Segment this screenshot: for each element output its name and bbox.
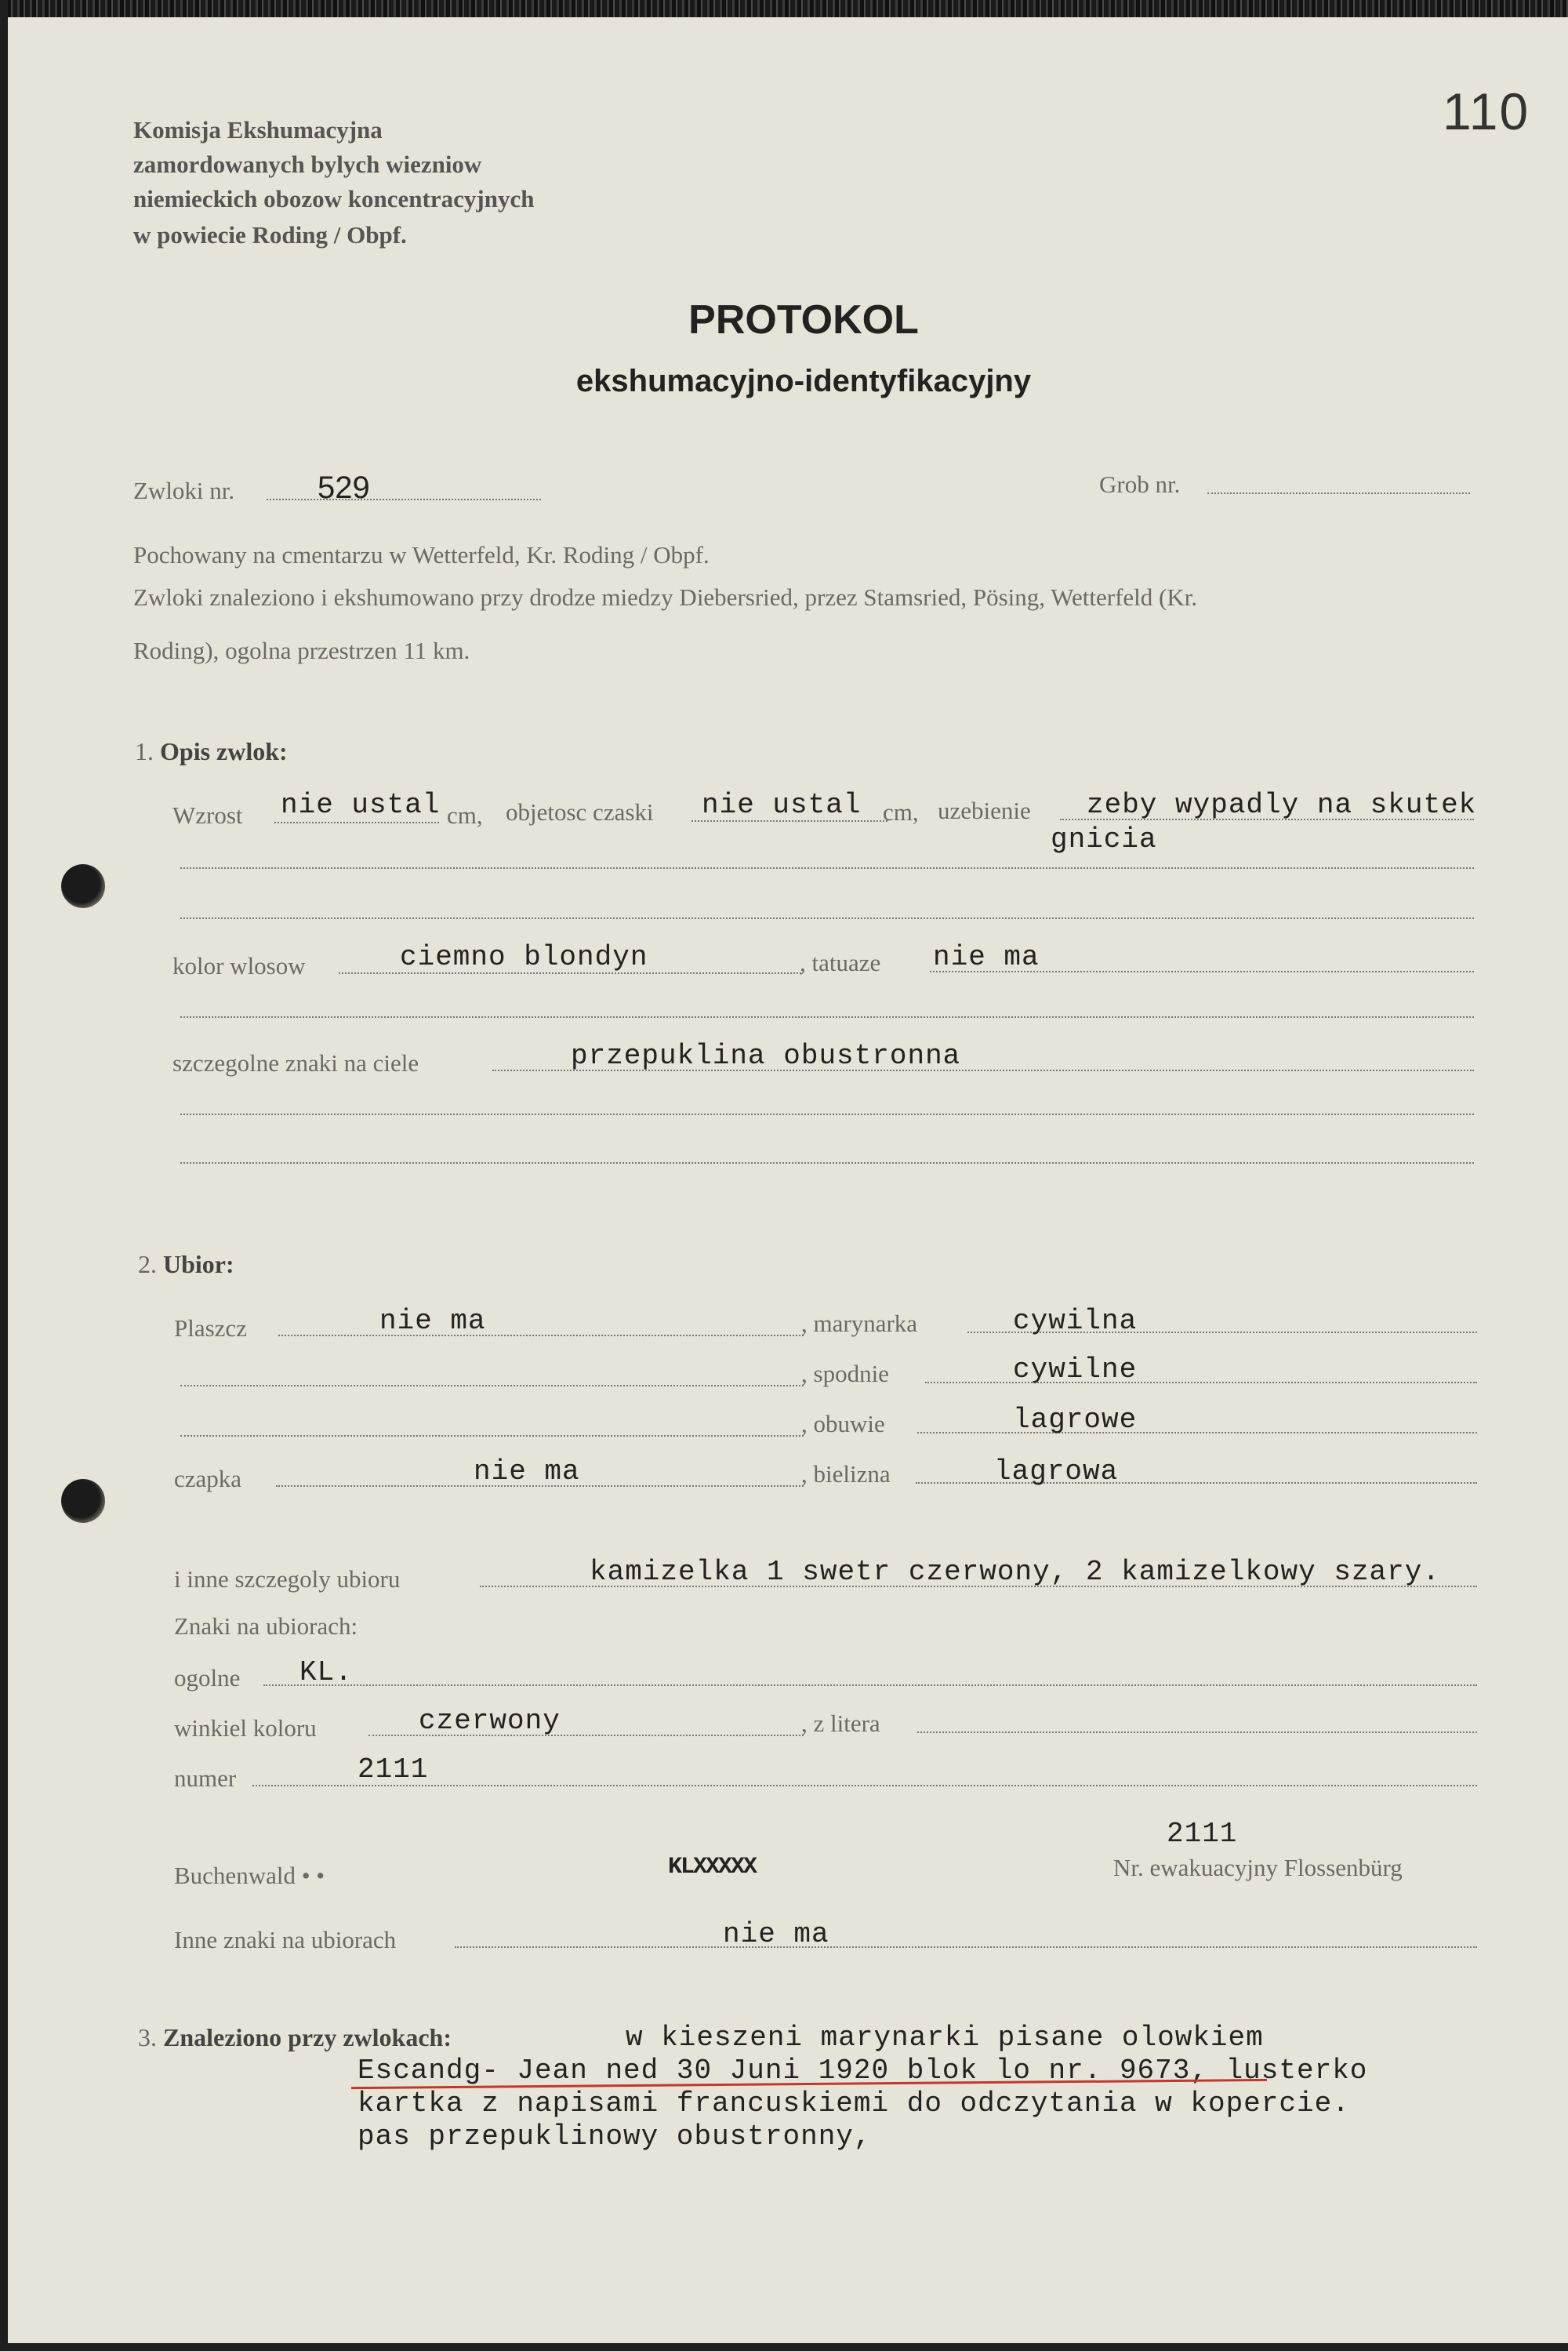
- dotted-line: [180, 867, 1474, 869]
- evacuation-number-value: 2111: [1167, 1818, 1238, 1850]
- buchenwald-label: Buchenwald • •: [174, 1862, 325, 1889]
- dotted-line: [263, 1684, 1477, 1686]
- dotted-line: [180, 1162, 1474, 1164]
- punch-hole-bottom: [61, 1479, 105, 1523]
- teeth-value-line-2: gnicia: [1051, 823, 1157, 856]
- section-3-title: Znaleziono przy zwlokach:: [163, 2023, 452, 2051]
- section-2-title: Ubior:: [163, 1250, 234, 1278]
- skull-label: objetosc czaski: [506, 798, 654, 826]
- underwear-value: lagrowa: [994, 1455, 1119, 1488]
- document-title: PROTOKOL: [688, 297, 919, 343]
- found-items-line-3: kartka z napisami francuskiemi do odczytania w kopercie.: [358, 2088, 1350, 2120]
- skull-unit: cm,: [883, 798, 919, 826]
- corpse-number-value: 529: [318, 471, 370, 505]
- other-marks-label: Inne znaki na ubiorach: [174, 1926, 397, 1953]
- height-value: nie ustal: [281, 789, 441, 821]
- dotted-line: [274, 822, 439, 823]
- underwear-label: , bielizna: [801, 1460, 891, 1488]
- dotted-line: [1207, 492, 1470, 494]
- winkel-color-value: czerwony: [419, 1705, 561, 1737]
- evacuation-number-label: Nr. ewakuacyjny Flossenbürg: [1113, 1854, 1403, 1881]
- section-1-number: 1.: [135, 737, 154, 765]
- number-value: 2111: [358, 1753, 429, 1786]
- dotted-line: [925, 1382, 1477, 1383]
- burial-text: Pochowany na cmentarzu w Wetterfeld, Kr. Roding / Obpf.: [133, 541, 710, 569]
- dotted-line: [278, 1335, 804, 1336]
- header-line-2: zamordowanych bylych wiezniow: [133, 151, 482, 178]
- shoes-label: , obuwie: [801, 1410, 885, 1437]
- scan-bottom-border: [0, 2343, 1568, 2351]
- height-label: Wzrost: [172, 801, 243, 829]
- clothing-marks-heading: Znaki na ubiorach:: [174, 1612, 358, 1640]
- tattoo-label: , tatuaze: [800, 949, 881, 976]
- dotted-line: [455, 1946, 1477, 1948]
- general-marks-label: ogolne: [174, 1664, 241, 1691]
- dotted-line: [180, 1016, 1474, 1018]
- document-subtitle: ekshumacyjno-identyfikacyjny: [575, 364, 1032, 398]
- body-marks-value: przepuklina obustronna: [571, 1040, 961, 1072]
- teeth-label: uzebienie: [938, 797, 1031, 824]
- letter-label: , z litera: [801, 1710, 880, 1737]
- punch-hole-top: [61, 864, 105, 908]
- height-unit: cm,: [447, 801, 483, 829]
- dotted-line: [180, 1385, 804, 1386]
- header-line-1: Komisja Ekshumacyjna: [133, 116, 383, 144]
- jacket-label: , marynarka: [801, 1310, 918, 1337]
- hair-color-value: ciemno blondyn: [400, 941, 648, 973]
- buchenwald-value-struck: KLXXXXX: [668, 1854, 757, 1880]
- hair-color-label: kolor wlosow: [172, 952, 306, 979]
- page-number: 110: [1443, 82, 1530, 140]
- found-text-line-2: Roding), ogolna przestrzen 11 km.: [133, 637, 470, 664]
- scan-top-border: [0, 0, 1568, 17]
- scan-left-border: [0, 0, 8, 2351]
- grave-number-label: Grob nr.: [1099, 471, 1181, 498]
- dotted-line: [917, 1432, 1477, 1433]
- header-line-4: w powiecie Roding / Obpf.: [133, 221, 407, 249]
- section-2-heading: [138, 1250, 234, 1279]
- found-items-line-1: w kieszeni marynarki pisane olowkiem: [626, 2022, 1264, 2054]
- teeth-value-line-1: zeby wypadly na skutek: [1087, 789, 1477, 821]
- other-marks-value: nie ma: [723, 1918, 829, 1950]
- section-1-heading: [135, 737, 288, 766]
- number-label: numer: [174, 1764, 237, 1792]
- dotted-line: [267, 499, 541, 500]
- found-items-line-4: pas przepuklinowy obustronny,: [358, 2120, 872, 2153]
- cap-label: czapka: [174, 1465, 242, 1492]
- dotted-line: [180, 1435, 804, 1437]
- general-marks-value: KL.: [299, 1656, 353, 1688]
- dotted-line: [252, 1785, 1477, 1786]
- tattoo-value: nie ma: [933, 941, 1040, 973]
- trousers-value: cywilne: [1013, 1354, 1138, 1386]
- section-3-number: 3.: [138, 2023, 157, 2051]
- section-2-number: 2.: [138, 1250, 157, 1278]
- cap-value: nie ma: [474, 1455, 580, 1488]
- jacket-value: cywilna: [1013, 1305, 1138, 1337]
- header-line-3: niemieckich obozow koncentracyjnych: [133, 185, 535, 213]
- section-3-heading: [138, 2023, 452, 2052]
- corpse-number-label: Zwloki nr.: [133, 477, 235, 504]
- found-items-line-2: Escandg- Jean ned 30 Juni 1920 blok lo nr. 9673, lusterko: [358, 2055, 1368, 2087]
- body-marks-label: szczegolne znaki na ciele: [172, 1049, 419, 1077]
- coat-value: nie ma: [379, 1305, 486, 1337]
- other-clothing-label: i inne szczegoly ubioru: [174, 1565, 401, 1593]
- skull-value: nie ustal: [702, 789, 862, 821]
- dotted-line: [180, 918, 1474, 919]
- other-clothing-value: kamizelka 1 swetr czerwony, 2 kamizelkowy szary.: [590, 1556, 1440, 1588]
- section-1-title: Opis zwlok:: [160, 737, 288, 765]
- dotted-line: [917, 1731, 1477, 1733]
- trousers-label: , spodnie: [801, 1360, 889, 1387]
- found-text-line-1: Zwloki znaleziono i ekshumowano przy drodze miedzy Diebersried, przez Stamsried, Pösing, Wetterfeld (Kr.: [133, 583, 1198, 611]
- coat-label: Plaszcz: [174, 1314, 247, 1342]
- dotted-line: [180, 1114, 1474, 1115]
- winkel-color-label: winkiel koloru: [174, 1714, 317, 1742]
- shoes-value: lagrowe: [1013, 1404, 1138, 1436]
